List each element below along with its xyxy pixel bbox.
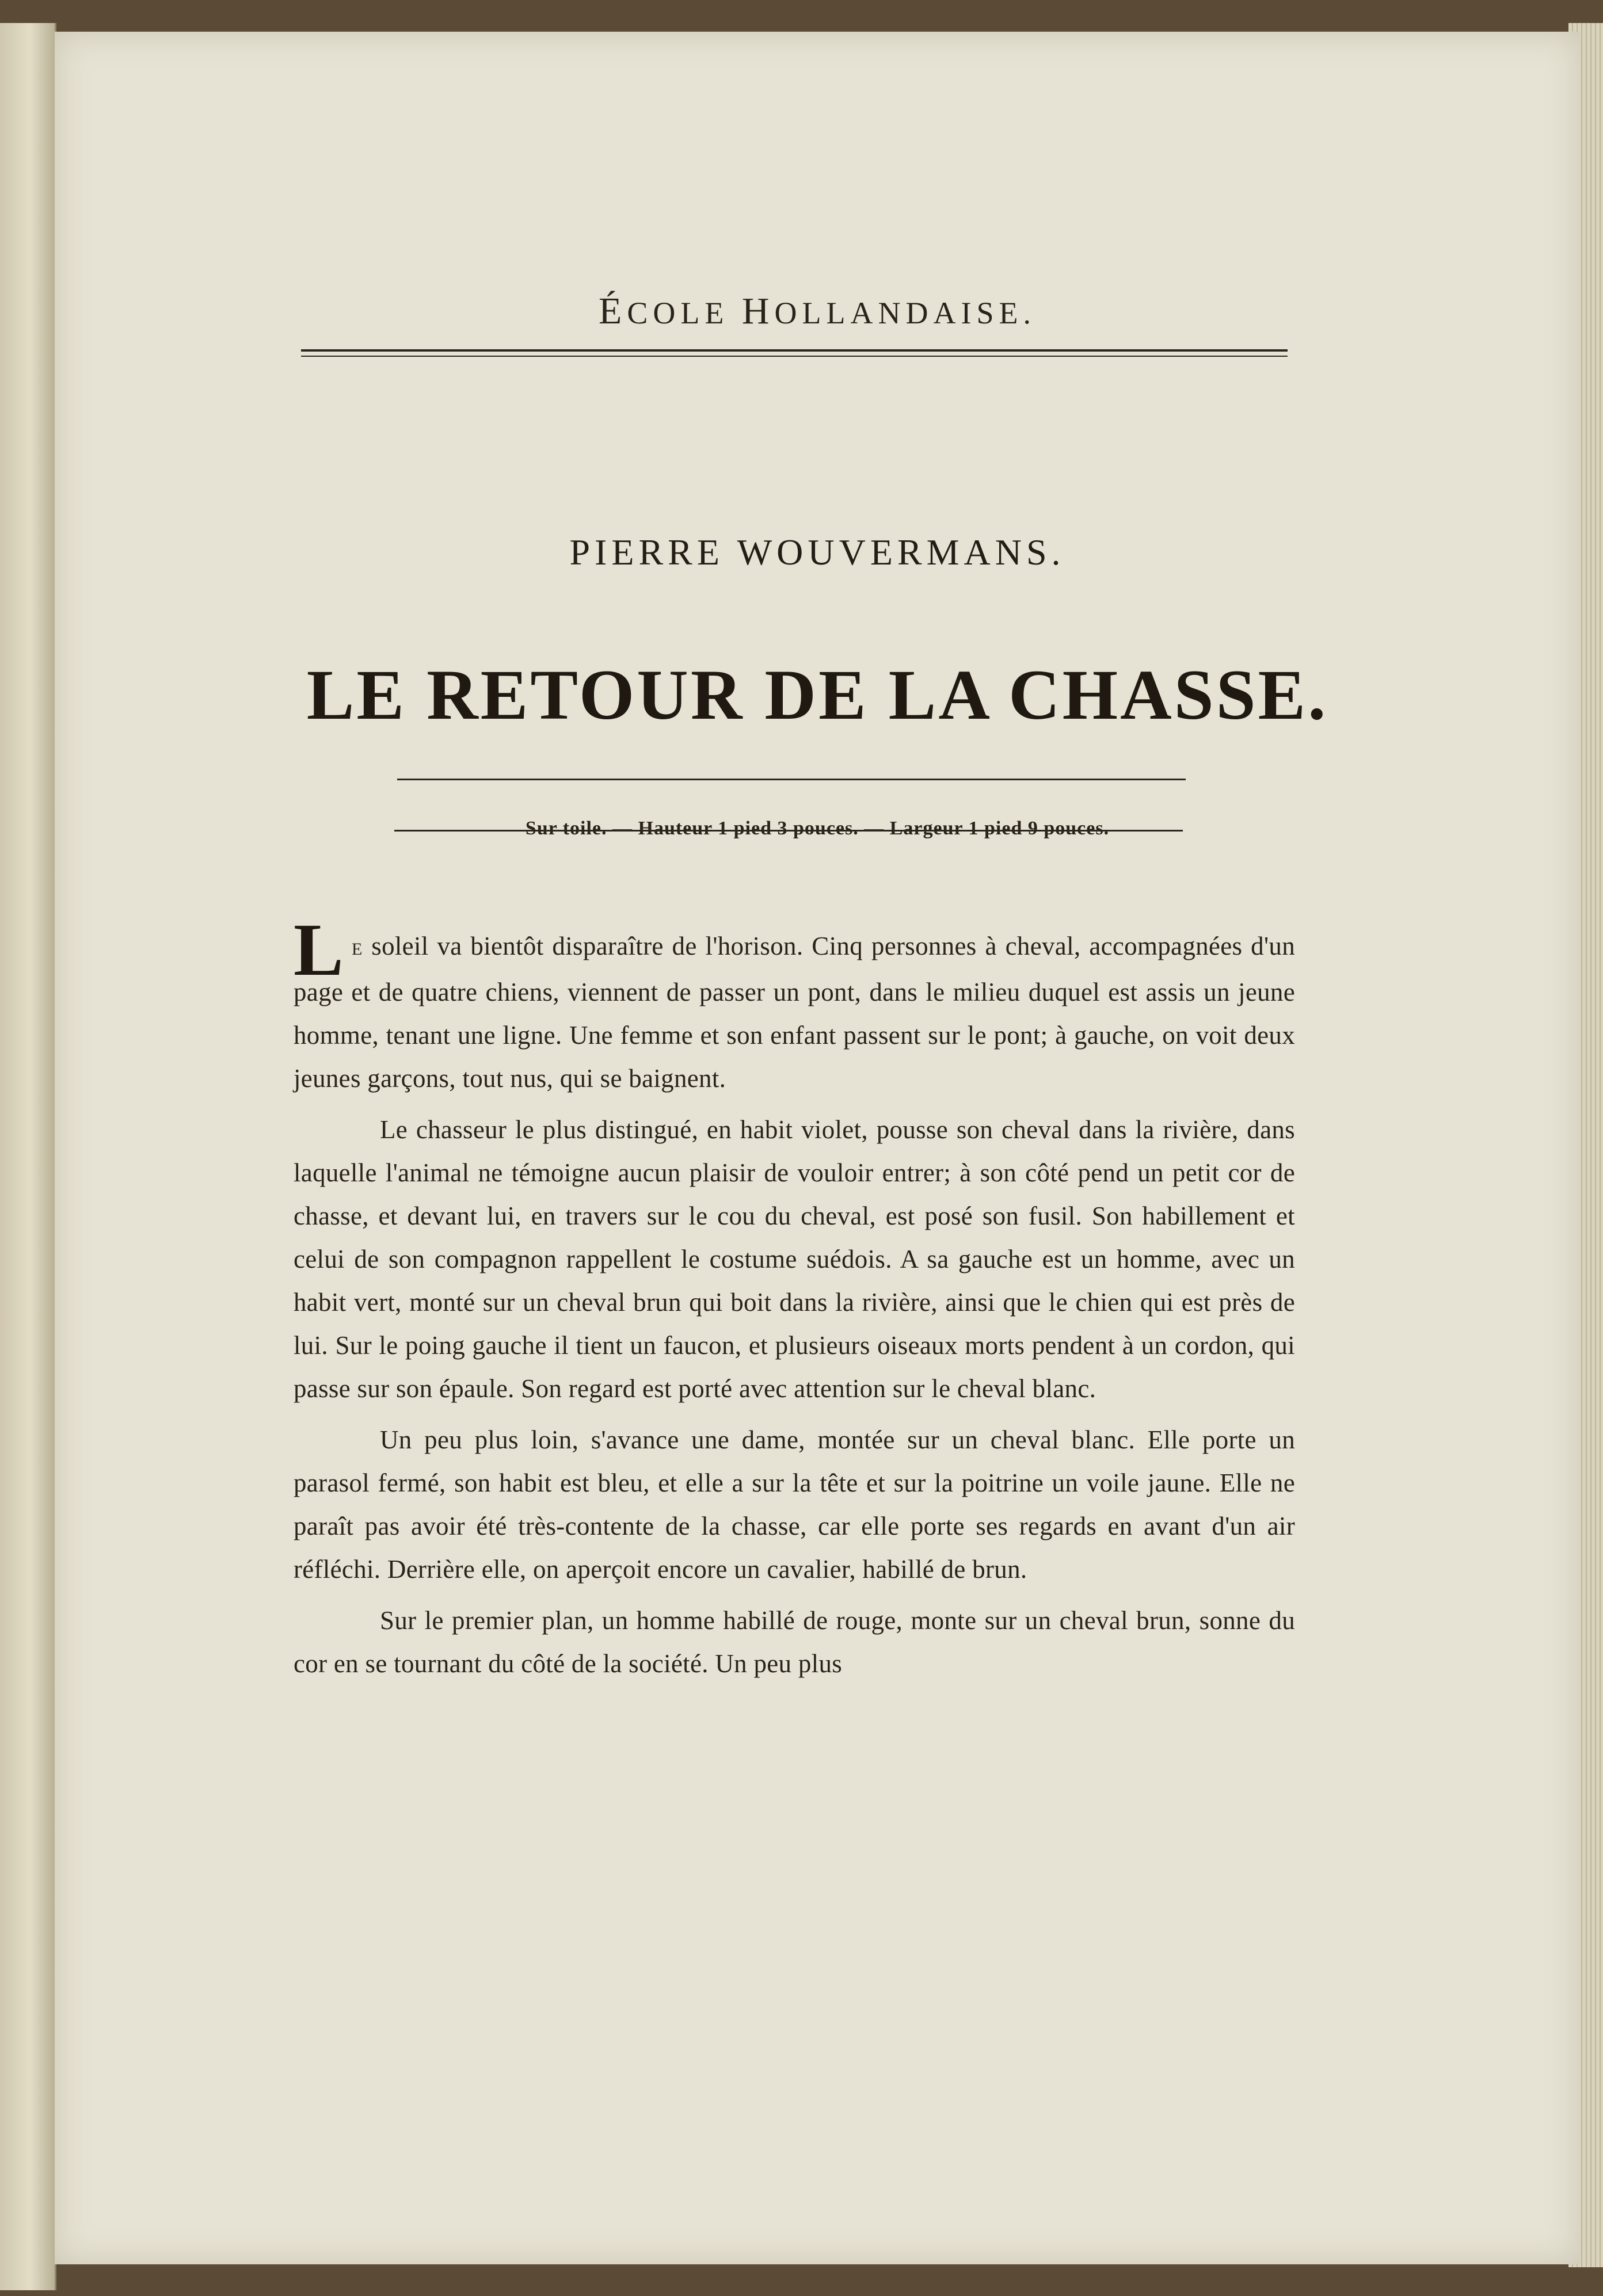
dimensions-top-rule [397,779,1186,780]
paragraph-1: L E soleil va bientôt disparaître de l'horison. Cinq personnes à cheval, accompagnées d'un page et de quatre chiens, viennent de passer un pont, dans le milieu duquel est assis un jeune homme, tenant une ligne. Une femme et son enfant passent sur le pont; à gauche, on voit deux jeunes garçons, tout nus, qui se baignent. [294,909,1295,1093]
drop-cap: L [294,909,344,991]
school-header: ÉCOLE HOLLANDAISE. [599,290,1036,332]
paragraph-4: Sur le premier plan, un homme habillé de rouge, monte sur un cheval brun, sonne du cor en se tournant du côté de la société. Un peu plus [294,1606,1295,1678]
book-page [55,32,1580,2264]
paragraph-3: Un peu plus loin, s'avance une dame, montée sur un cheval blanc. Elle porte un parasol fermé, son habit est bleu, et elle a sur la tête et sur la poitrine un voile jaune. Elle ne paraît pas avoir été très-contente de la chasse, car elle porte ses regards en avant d'un air réfléchi. Derrière elle, on aperçoit encore un cavalier, habillé de brun. [294,1425,1295,1584]
book-binding [0,23,56,2290]
artwork-title: LE RETOUR DE LA CHASSE. [306,655,1328,734]
artist-name: PIERRE WOUVERMANS. [569,532,1065,573]
dimensions-line: Sur toile. — Hauteur 1 pied 3 pouces. — Largeur 1 pied 9 pouces. [525,818,1110,839]
body-text [294,909,1295,1694]
paragraph-2: Le chasseur le plus distingué, en habit violet, pousse son cheval dans la rivière, dans laquelle l'animal ne témoigne aucun plaisir de vouloir entrer; à son côté pend un petit cor de chasse, et devant lui, en travers sur le cou du cheval, est posé son fusil. Son habillement et celui de son compagnon rappellent le costume suédois. A sa gauche est un homme, avec un habit vert, monté sur un cheval brun qui boit dans la rivière, ainsi que le chien qui est près de lui. Sur le poing gauche il tient un faucon, et plusieurs oiseaux morts pendent à un cordon, qui passe sur son épaule. Son regard est porté avec attention sur le cheval blanc. [294,1115,1295,1403]
header-rule [301,349,1288,352]
dimensions-bottom-rule [394,830,1183,832]
